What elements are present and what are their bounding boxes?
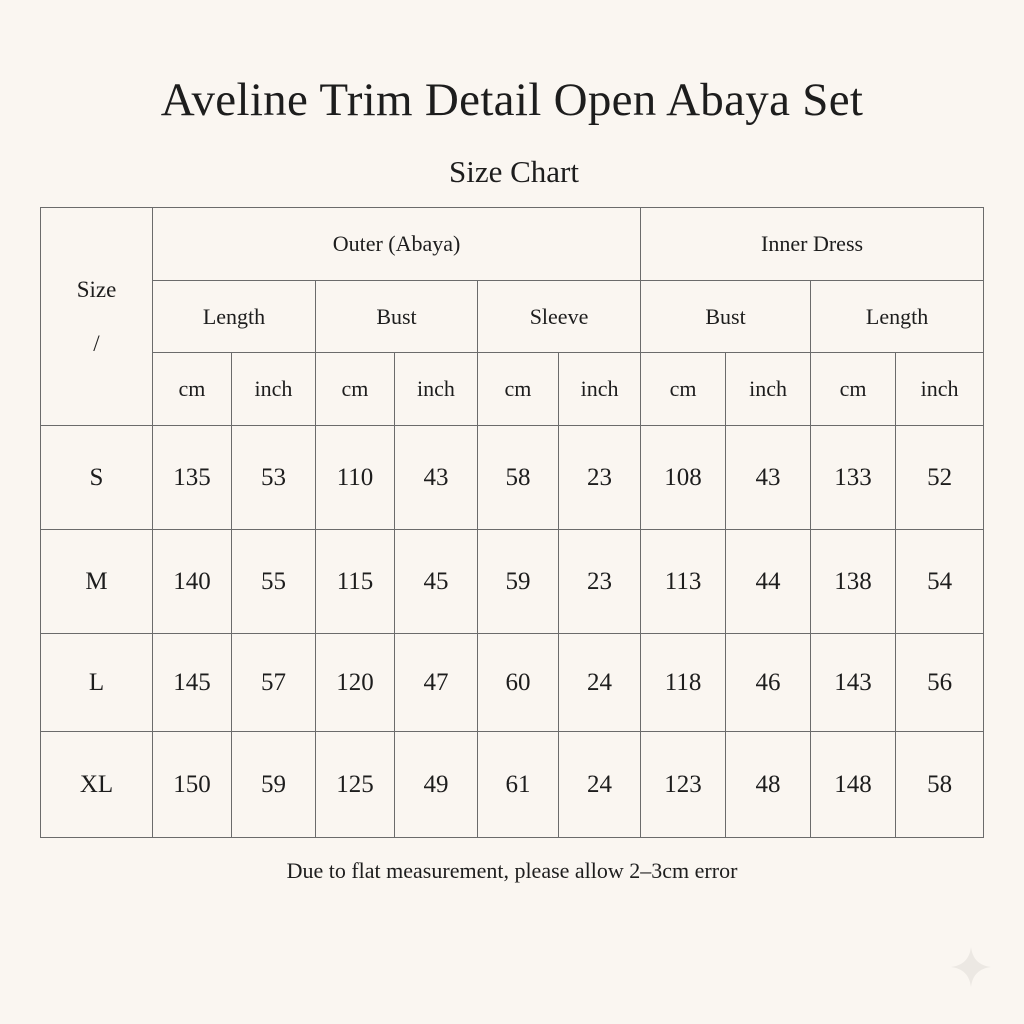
unit-header: inch [559,353,641,426]
table-cell: 148 [811,732,896,838]
page-subtitle: Size Chart [449,154,579,189]
measurement-note: Due to flat measurement, please allow 2–3cm error [286,858,738,883]
table-cell: 49 [395,732,478,838]
table-cell: 118 [641,634,726,732]
unit-header: inch [395,353,478,426]
table-cell: 125 [316,732,395,838]
table-cell: 150 [153,732,232,838]
table-cell: 23 [559,530,641,634]
page-title: Aveline Trim Detail Open Abaya Set [160,74,864,126]
table-cell: 45 [395,530,478,634]
size-chart-table [40,207,984,838]
table-cell: 57 [232,634,316,732]
unit-header: inch [896,353,984,426]
size-header-slash: / [93,330,100,356]
unit-header: inch [232,353,316,426]
unit-header: cm [316,353,395,426]
size-label: L [41,634,153,732]
group-header-row [41,208,984,281]
sparkle-icon [948,944,994,990]
table-cell: 123 [641,732,726,838]
table-cell: 140 [153,530,232,634]
table-cell: 133 [811,426,896,530]
size-label: S [41,426,153,530]
size-header-label: Size [76,276,117,302]
table-cell: 43 [726,426,811,530]
table-cell: 110 [316,426,395,530]
unit-header: inch [726,353,811,426]
unit-header-row [41,353,984,426]
table-cell: 61 [478,732,559,838]
table-cell: 53 [232,426,316,530]
table-cell: 58 [478,426,559,530]
table-cell: 120 [316,634,395,732]
measure-header-inner-length: Length [811,281,984,353]
size-label: M [41,530,153,634]
unit-header: cm [153,353,232,426]
table-row [41,426,984,530]
table-cell: 138 [811,530,896,634]
group-header-outer: Outer (Abaya) [153,208,641,281]
size-header-cell [41,208,153,426]
table-cell: 56 [896,634,984,732]
table-cell: 52 [896,426,984,530]
table-row [41,530,984,634]
group-header-inner: Inner Dress [641,208,984,281]
measure-header-outer-bust: Bust [316,281,478,353]
table-cell: 59 [232,732,316,838]
table-cell: 24 [559,634,641,732]
measure-header-outer-length: Length [153,281,316,353]
table-cell: 43 [395,426,478,530]
measure-header-outer-sleeve: Sleeve [478,281,641,353]
measure-header-row [41,281,984,353]
table-cell: 46 [726,634,811,732]
table-cell: 24 [559,732,641,838]
table-cell: 47 [395,634,478,732]
table-row [41,732,984,838]
table-cell: 23 [559,426,641,530]
table-cell: 44 [726,530,811,634]
unit-header: cm [478,353,559,426]
table-cell: 135 [153,426,232,530]
table-cell: 55 [232,530,316,634]
table-cell: 113 [641,530,726,634]
table-cell: 143 [811,634,896,732]
table-cell: 54 [896,530,984,634]
table-cell: 59 [478,530,559,634]
unit-header: cm [811,353,896,426]
table-cell: 60 [478,634,559,732]
unit-header: cm [641,353,726,426]
table-cell: 58 [896,732,984,838]
table-cell: 108 [641,426,726,530]
table-cell: 48 [726,732,811,838]
table-row [41,634,984,732]
measure-header-inner-bust: Bust [641,281,811,353]
size-label: XL [41,732,153,838]
table-cell: 145 [153,634,232,732]
table-cell: 115 [316,530,395,634]
